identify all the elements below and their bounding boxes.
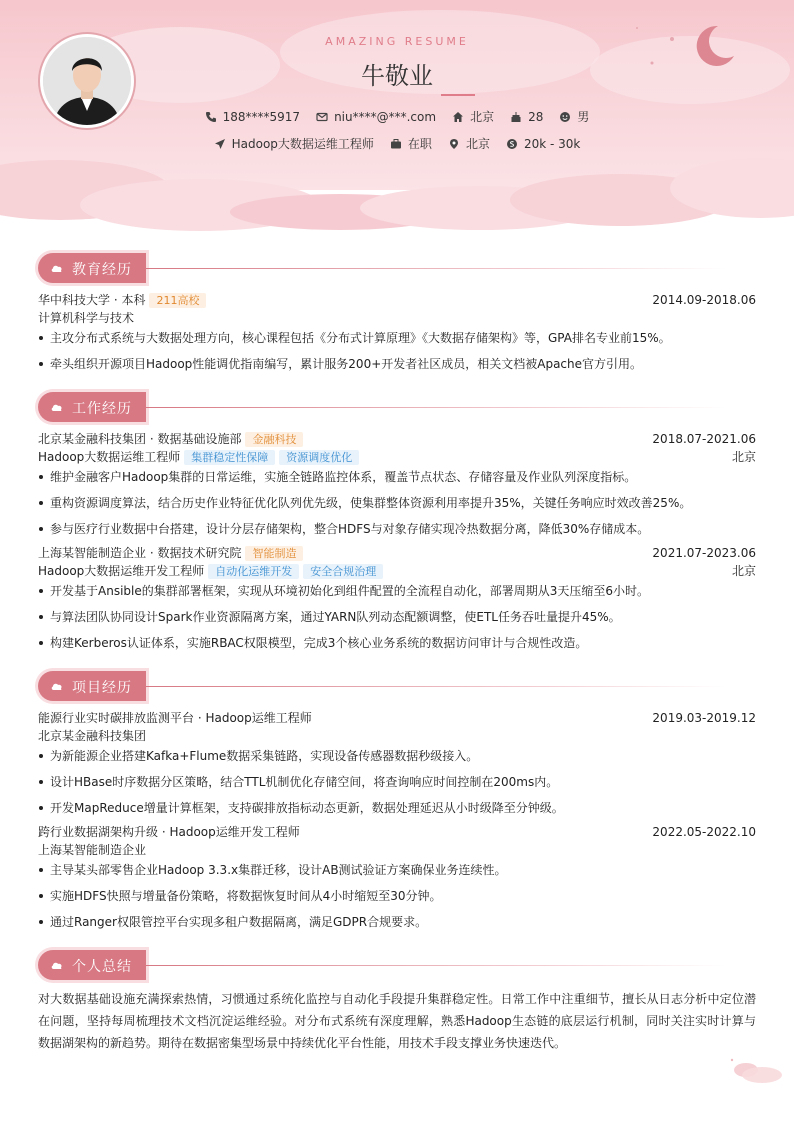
cloud-icon (50, 680, 64, 692)
home-text: 北京 (470, 110, 495, 124)
skill-tag: 集群稳定性保障 (184, 450, 275, 465)
phone-icon (205, 111, 217, 123)
work-city: 北京 (731, 564, 756, 578)
section-work-header (38, 392, 756, 422)
role-text: Hadoop大数据运维开发工程师 (38, 564, 205, 578)
work-bullet: 参与医疗行业数据中台搭建，设计分层存储架构，整合HDFS与对象存储实现冷热数据分离，降低30%存储成本。 (38, 521, 756, 537)
project-bullet: 设计HBase时序数据分区策略，结合TTL机制优化存储空间，将查询响应时间控制在200ms内。 (38, 774, 756, 790)
project-title: 能源行业实时碳排放监测平台 · Hadoop运维工程师 (38, 711, 312, 725)
gender-text: 男 (577, 110, 590, 124)
industry-tag: 智能制造 (245, 546, 303, 561)
school-tag: 211高校 (149, 293, 206, 308)
section-pill (38, 253, 146, 283)
section-divider (146, 268, 726, 269)
skill-tag: 自动化运维开发 (208, 564, 299, 579)
cake-icon (510, 111, 522, 123)
send-icon (214, 138, 226, 150)
project-bullet: 主导某头部零售企业Hadoop 3.3.x集群迁移，设计AB测试验证方案确保业务连续性。 (38, 862, 756, 878)
school-line: 华中科技大学 · 本科 (38, 293, 146, 307)
phone-item (205, 110, 300, 124)
briefcase-icon (390, 138, 402, 150)
work-role-row (38, 563, 756, 579)
work-company-row (38, 431, 756, 447)
project-org: 北京某金融科技集团 (38, 729, 147, 743)
age-item (510, 110, 543, 124)
work-city: 北京 (731, 450, 756, 464)
work-bullet: 维护金融客户Hadoop集群的日常运维，实施全链路监控体系，覆盖节点状态、存储容量及作业队列深度指标。 (38, 469, 756, 485)
project-title-row (38, 710, 756, 726)
education-date: 2014.09-2018.06 (652, 293, 756, 307)
location-icon (448, 138, 460, 150)
work-company-row (38, 545, 756, 561)
work-bullet: 构建Kerberos认证体系，实施RBAC权限模型，完成3个核心业务系统的数据访问审计与合规性改造。 (38, 635, 756, 651)
section-pill (38, 392, 146, 422)
age-text: 28 (528, 109, 544, 124)
work-date: 2021.07-2023.06 (652, 546, 756, 560)
target-city-item (448, 135, 490, 152)
industry-tag: 金融科技 (245, 432, 303, 447)
gender-icon (559, 111, 571, 123)
status-text: 在职 (407, 137, 432, 151)
target-job-text: Hadoop大数据运维工程师 (231, 137, 374, 151)
status-item (390, 135, 432, 152)
work-bullet: 开发基于Ansible的集群部署框架，实现从环境初始化到组件配置的全流程自动化，部署周期从3天压缩至6小时。 (38, 583, 756, 599)
work-bullet: 与算法团队协同设计Spark作业资源隔离方案，通过YARN队列动态配额调整，使ETL任务吞吐量提升45%。 (38, 609, 756, 625)
project-date: 2022.05-2022.10 (652, 825, 756, 839)
skill-tag: 资源调度优化 (279, 450, 359, 465)
role-text: Hadoop大数据运维工程师 (38, 450, 181, 464)
project-bullet: 为新能源企业搭建Kafka+Flume数据采集链路，实现设备传感器数据秒级接入。 (38, 748, 756, 764)
section-divider (146, 686, 726, 687)
education-bullet: 主攻分布式系统与大数据处理方向，核心课程包括《分布式计算原理》《大数据存储架构》等，GPA排名专业前15%。 (38, 330, 756, 346)
project-title: 跨行业数据湖架构升级 · Hadoop运维开发工程师 (38, 825, 300, 839)
cloud-icon (50, 401, 64, 413)
phone-text: 188****5917 (222, 109, 301, 124)
project-date: 2019.03-2019.12 (652, 711, 756, 725)
home-icon (452, 111, 464, 123)
cloud-decoration-icon (728, 1056, 788, 1086)
target-city-text: 北京 (465, 137, 490, 151)
education-bullet: 牵头组织开源项目Hadoop性能调优指南编写，累计服务200+开发者社区成员，相关文档被Apache官方引用。 (38, 356, 756, 372)
section-pill (38, 671, 146, 701)
home-item (452, 108, 494, 125)
email-text: niu****@***.com (334, 109, 437, 124)
section-title: 工作经历 (72, 401, 132, 417)
target-job-item (214, 135, 374, 152)
brand-label: AMAZING RESUME (325, 35, 469, 48)
project-org: 上海某智能制造企业 (38, 843, 147, 857)
email-item (316, 110, 436, 124)
company-line: 上海某智能制造企业 · 数据技术研究院 (38, 546, 242, 560)
gender-item (559, 108, 589, 125)
summary-text: 对大数据基础设施充满探索热情，习惯通过系统化监控与自动化手段提升集群稳定性。日常工作中注重细节，擅长从日志分析中定位潜在问题，坚持每周梳理技术文档沉淀运维经验。对分布式系统有深度理解，熟悉Hadoop生态链的底层运行机制，同时关注实时计算与数据湖架构的新趋势。期待在数据密集型场景中持续优化平台性能，用技术手段支撑业务快速迭代。 (38, 992, 756, 1050)
contact-row (0, 108, 794, 125)
education-major: 计算机科学与技术 (38, 311, 135, 325)
work-role-row (38, 449, 756, 465)
project-bullet: 通过Ranger权限管控平台实现多租户数据隔离，满足GDPR合规要求。 (38, 914, 756, 930)
salary-text: 20k - 30k (523, 136, 581, 151)
project-bullet: 开发MapReduce增量计算框架，支持碳排放指标动态更新，数据处理延迟从小时级降至分钟级。 (38, 800, 756, 816)
project-title-row (38, 824, 756, 840)
section-title: 教育经历 (72, 262, 132, 278)
section-title: 项目经历 (72, 680, 132, 696)
section-education-header (38, 253, 756, 283)
cloud-icon (50, 959, 64, 971)
money-icon (506, 138, 518, 150)
section-divider (146, 965, 726, 966)
project-bullet: 实施HDFS快照与增量备份策略，将数据恢复时间从4小时缩短至30分钟。 (38, 888, 756, 904)
section-divider (146, 407, 726, 408)
company-line: 北京某金融科技集团 · 数据基础设施部 (38, 432, 242, 446)
section-projects-header (38, 671, 756, 701)
salary-item (506, 137, 580, 151)
candidate-name: 牛敬业 (361, 62, 433, 90)
mail-icon (316, 111, 328, 123)
cloud-icon (50, 262, 64, 274)
education-school-row (38, 292, 756, 308)
name-underline (441, 94, 475, 96)
section-summary-header (38, 950, 756, 980)
work-date: 2018.07-2021.06 (652, 432, 756, 446)
skill-tag: 安全合规治理 (303, 564, 383, 579)
job-intent-row (0, 135, 794, 152)
work-bullet: 重构资源调度算法，结合历史作业特征优化队列优先级，使集群整体资源利用率提升35%，关键任务响应时效改善25%。 (38, 495, 756, 511)
section-title: 个人总结 (72, 959, 132, 975)
section-pill (38, 950, 146, 980)
